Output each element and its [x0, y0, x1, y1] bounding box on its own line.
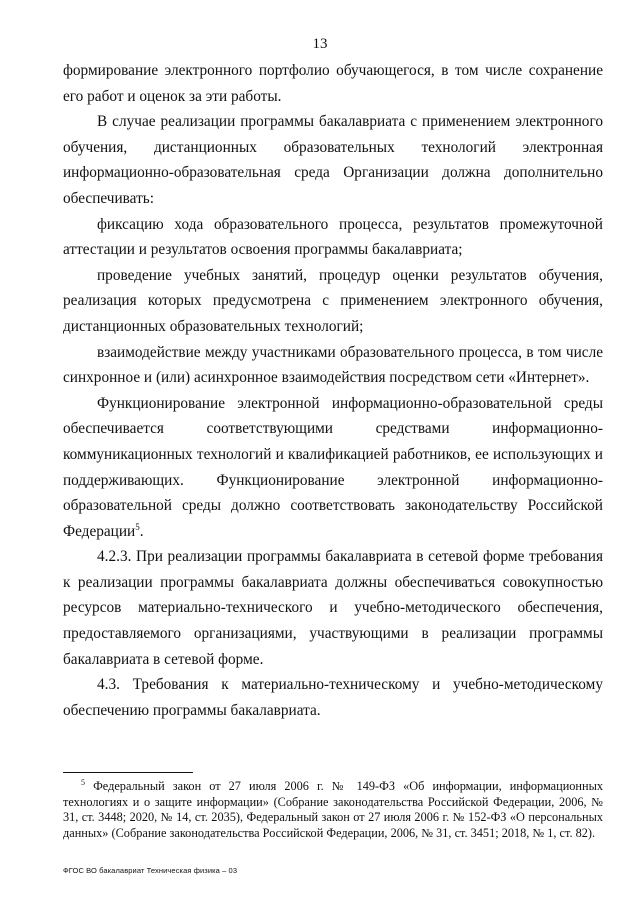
paragraph-1: формирование электронного портфолио обучающегося, в том числе сохранение его работ и оценок за эти работы. — [63, 62, 603, 105]
paragraph-6 — [63, 391, 603, 545]
paragraph-3: фиксацию хода образовательного процесса, результатов промежуточной аттестации и результатов освоения программы бакалавриата; — [63, 215, 603, 259]
paragraph-6-text: Функционирование электронной информационно-образовательной среды обеспечивается соответствующими средствами информационно-коммуникационных технологий и квалификацией работников, ее использующих и поддерживающих. Функционирование электронной информационно-образовательной среды должно соответствовать законодательству Российской Федерации — [63, 394, 603, 540]
footnote-text: Федеральный закон от 27 июля 2006 г. № 149-ФЗ «Об информации, информационных технологиях и о защите информации» (Собрание законодательства Российской Федерации, 2006, № 31, ст. 3448; 2020, № 14, ст. 2035), Федеральный закон от 27 июля 2006 г. № 152-ФЗ «О персональных данных» (Собрание законодательства Российской Федерации, 2006, № 31, ст. 3451; 2018, № 1, ст. 82). — [63, 779, 603, 840]
paragraph-6-end: . — [139, 522, 144, 540]
footer-label: ФГОС ВО бакалавриат Техническая физика – 03 — [63, 866, 238, 875]
paragraph-7: 4.2.3. При реализации программы бакалавриата в сетевой форме требования к реализации программы бакалавриата должны обеспечиваться совокупностью ресурсов материально-технического и учебно-методического обеспечения, предоставляемого организациями, участвующими в реализации программы бакалавриата в сетевой форме. — [63, 548, 603, 668]
footnote-divider — [63, 772, 193, 773]
body-text — [63, 58, 603, 723]
paragraph-5: взаимодействие между участниками образовательного процесса, в том числе синхронное и (или) асинхронное взаимодействия посредством сети «Интернет». — [63, 343, 603, 387]
page-number: 13 — [312, 36, 328, 52]
paragraph-4: проведение учебных занятий, процедур оценки результатов обучения, реализация которых предусмотрена с применением электронного обучения, дистанционных образовательных технологий; — [63, 266, 603, 335]
paragraph-8: 4.3. Требования к материально-техническому и учебно-методическому обеспечению программы бакалавриата. — [63, 676, 603, 719]
footnote-marker: 5 — [81, 778, 85, 787]
footnote-reference[interactable]: 5 — [135, 521, 140, 532]
paragraph-2: В случае реализации программы бакалавриата с применением электронного обучения, дистанционных образовательных технологий электронная информационно-образовательная среда Организации должна дополнительно обеспечивать: — [63, 113, 603, 207]
footnote — [63, 779, 603, 841]
